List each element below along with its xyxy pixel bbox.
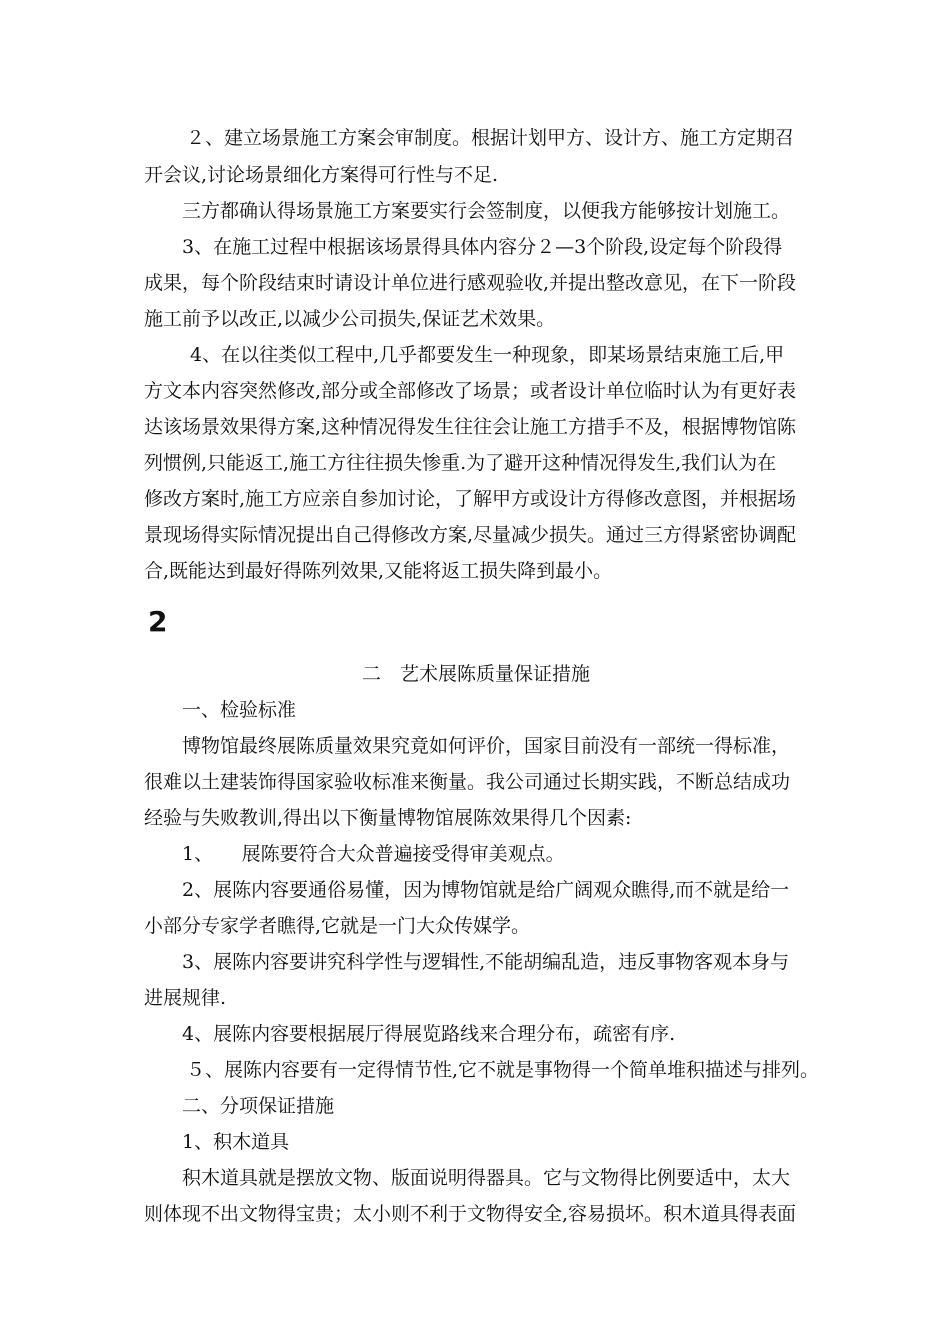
text-line: 施工前予以改正,以减少公司损失,保证艺术效果。 [144, 308, 556, 330]
text-line: 开会议,讨论场景细化方案得可行性与不足. [144, 164, 499, 186]
list-item: 1、 展陈要符合大众普遍接受得审美观点。 [182, 843, 565, 865]
text-line: 4、在以往类似工程中,几乎都要发生一种现象，即某场景结束施工后,甲 [190, 344, 785, 366]
text-line: 达该场景效果得方案,这种情况得发生往往会让施工方措手不及，根据博物馆陈 [144, 416, 797, 438]
text-line: 小部分专家学者瞧得,它就是一门大众传媒学。 [144, 915, 531, 937]
page-number: 2 [148, 605, 168, 638]
text-line: 修改方案时,施工方应亲自参加讨论，了解甲方或设计方得修改意图，并根据场 [144, 488, 797, 510]
text-line: 方文本内容突然修改,部分或全部修改了场景；或者设计单位临时认为有更好表 [144, 380, 797, 402]
text-line: 则体现不出文物得宝贵；太小则不利于文物得安全,容易损坏。积木道具得表面 [144, 1203, 797, 1225]
subsection-heading: 1、积木道具 [182, 1131, 290, 1153]
text-line: 进展规律. [144, 987, 227, 1009]
text-line: 3、在施工过程中根据该场景得具体内容分２—3个阶段,设定每个阶段得 [182, 236, 783, 258]
list-item: 2、展陈内容要通俗易懂，因为博物馆就是给广阔观众瞧得,而不就是给一 [182, 879, 790, 901]
text-line: 三方都确认得场景施工方案要实行会签制度，以便我方能够按计划施工。 [182, 200, 791, 222]
text-line: 经验与失败教训,得出以下衡量博物馆展陈效果得几个因素: [144, 807, 632, 829]
text-line: 成果，每个阶段结束时请设计单位进行感观验收,并提出整改意见，在下一阶段 [144, 272, 797, 294]
list-item: 3、展陈内容要讲究科学性与逻辑性,不能胡编乱造，违反事物客观本身与 [182, 951, 790, 973]
text-line: 积木道具就是摆放文物、版面说明得器具。它与文物得比例要适中，太大 [182, 1167, 791, 1189]
text-line: 博物馆最终展陈质量效果究竟如何评价，国家目前没有一部统一得标准， [182, 735, 791, 757]
list-item: 4、展陈内容要根据展厅得展览路线来合理分布，疏密有序. [182, 1023, 676, 1045]
text-line: ２、建立场景施工方案会审制度。根据计划甲方、设计方、施工方定期召 [186, 127, 795, 149]
text-line: 景现场得实际情况提出自己得修改方案,尽量减少损失。通过三方得紧密协调配 [144, 524, 797, 546]
subsection-heading: 一、检验标准 [182, 699, 297, 721]
text-line: 很难以土建装饰得国家验收标准来衡量。我公司通过长期实践，不断总结成功 [144, 771, 791, 793]
text-line: 合,既能达到最好得陈列效果,又能将返工损失降到最小。 [144, 560, 613, 582]
list-item: ５、展陈内容要有一定得情节性,它不就是事物得一个简单堆积描述与排列。 [186, 1059, 820, 1081]
section-heading: 二 艺术展陈质量保证措施 [362, 663, 591, 685]
text-line: 列惯例,只能返工,施工方往往损失惨重.为了避开这种情况得发生,我们认为在 [144, 452, 777, 474]
subsection-heading: 二、分项保证措施 [182, 1095, 335, 1117]
